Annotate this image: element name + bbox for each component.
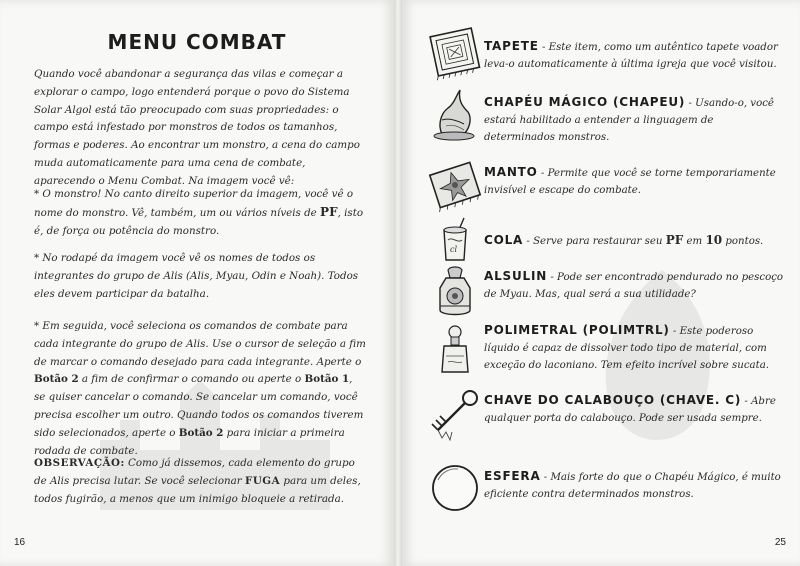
bullet-party: * No rodapé da imagem você vê os nomes de todos os integrantes do grupo de Alis (Alis, Myau, Odin e Noah). Todos eles devem participar da batalha. (34, 252, 359, 300)
item-desc: - Pode ser encontrado pendurado no pescoço de Myau. Mas, qual será a sua utilidade? (484, 272, 784, 300)
observation-text: Como já dissemos, cada elemento do grupo de Alis precisa lutar. Se você selecionar (34, 457, 355, 487)
item-name: ESFERA (484, 469, 541, 483)
carpet-icon (424, 24, 486, 82)
item-name: POLIMETRAL (POLIMTRL) (484, 323, 670, 337)
item-desc: - Este item, como um autêntico tapete voador leva-o automaticamente à última igreja que você visitou. (484, 42, 778, 70)
dungeon-key-icon (424, 386, 486, 444)
observation-text: para um deles, todos fugirão, a menos que um inimigo bloqueie a retirada. (34, 474, 361, 505)
observation-paragraph (34, 455, 366, 508)
magic-hat-icon (424, 84, 486, 142)
cola-icon (424, 214, 486, 272)
sphere-icon (424, 460, 486, 518)
points-value: 10 (705, 233, 723, 247)
page-number: 25 (774, 537, 786, 548)
bullet-text: a fim de confirmar o comando ou aperte o (78, 373, 305, 386)
item-desc: - Serve para restaurar seu (523, 236, 666, 247)
button-2-label: Botão 2 (34, 373, 79, 386)
button-1-label: Botão 1 (304, 373, 350, 386)
mantle-icon (424, 156, 486, 214)
item-desc: - Permite que você se torne temporariamente invisível e escape do combate. (484, 168, 776, 196)
item-text (484, 94, 784, 146)
item-text (484, 468, 784, 503)
item-name: COLA (484, 233, 524, 247)
item-name: ALSULIN (484, 269, 548, 283)
bullet-text: , isto é, de força ou potência do monstro. (34, 206, 364, 237)
item-name: CHAVE DO CALABOUÇO (CHAVE. C) (484, 393, 742, 407)
item-text (484, 392, 784, 427)
page-number: 16 (14, 537, 26, 548)
item-desc: - Mais forte do que o Chapéu Mágico, é muito eficiente contra determinados monstros. (484, 472, 781, 500)
observation-label: OBSERVAÇÃO: (34, 457, 125, 469)
item-name: MANTO (484, 165, 538, 179)
book-gutter (394, 0, 402, 566)
svg-text:cl: cl (450, 245, 458, 254)
item-text (484, 322, 784, 374)
bullet-monster (34, 186, 366, 240)
fuga-label: FUGA (245, 474, 281, 487)
item-desc: - Abre qualquer porta do calabouço. Pode ser usada sempre. (484, 396, 776, 424)
pf-label: PF (665, 233, 684, 247)
bullet-text: * O monstro! No canto direito superior da imagem, você vê o nome do monstro. Vê, também, um ou vários níveis de (34, 188, 354, 219)
item-desc: - Usando-o, você estará habilitado a entender a linguagem de determinados monstros. (484, 98, 774, 143)
item-text (484, 164, 784, 199)
alsulin-icon (424, 266, 486, 324)
item-text (484, 232, 784, 250)
polymetral-icon (424, 322, 486, 380)
bullet-commands (34, 318, 366, 460)
left-page (0, 0, 394, 566)
item-name: CHAPÉU MÁGICO (CHAPEU) (484, 95, 686, 109)
item-desc: - Este poderoso líquido é capaz de dissolver todo tipo de material, com exceção do laconiano. Tem efeito incrível sobre sucata. (484, 326, 770, 371)
item-desc: pontos. (722, 236, 764, 247)
intro-paragraph: Quando você abandonar a segurança das vilas e começar a explorar o campo, logo entenderá porque o povo do Sistema Solar Algol está tão preocupado com suas propriedades: o campo está infestado por monstros de todos os tamanhos, formas e poderes. Ao encontrar um monstro, a cena do campo muda automaticamente para uma cena de combate, aparecendo o Menu Combat. Na imagem você vê: (34, 68, 360, 187)
page-title: MENU COMBAT (107, 30, 287, 54)
button-2-label: Botão 2 (178, 426, 224, 439)
bullet-text: para iniciar a primeira rodada de combate. (34, 426, 345, 457)
pf-label: PF (320, 204, 338, 219)
item-text (484, 38, 784, 73)
bullet-text: * Em seguida, você seleciona os comandos de combate para cada integrante do grupo de Alis. Use o cursor de seleção a fim de marcar o comando desejado para cada integrante. Aperte o (34, 320, 366, 368)
item-text (484, 268, 784, 303)
right-page (402, 0, 800, 566)
item-name: TAPETE (484, 39, 539, 53)
bullet-text: , se quiser cancelar o comando. Se cancelar um comando, você precisa escolher um outro. Quando todos os comandos tiverem sido selecionados, aperte o (34, 373, 364, 439)
item-desc: em (683, 236, 706, 247)
